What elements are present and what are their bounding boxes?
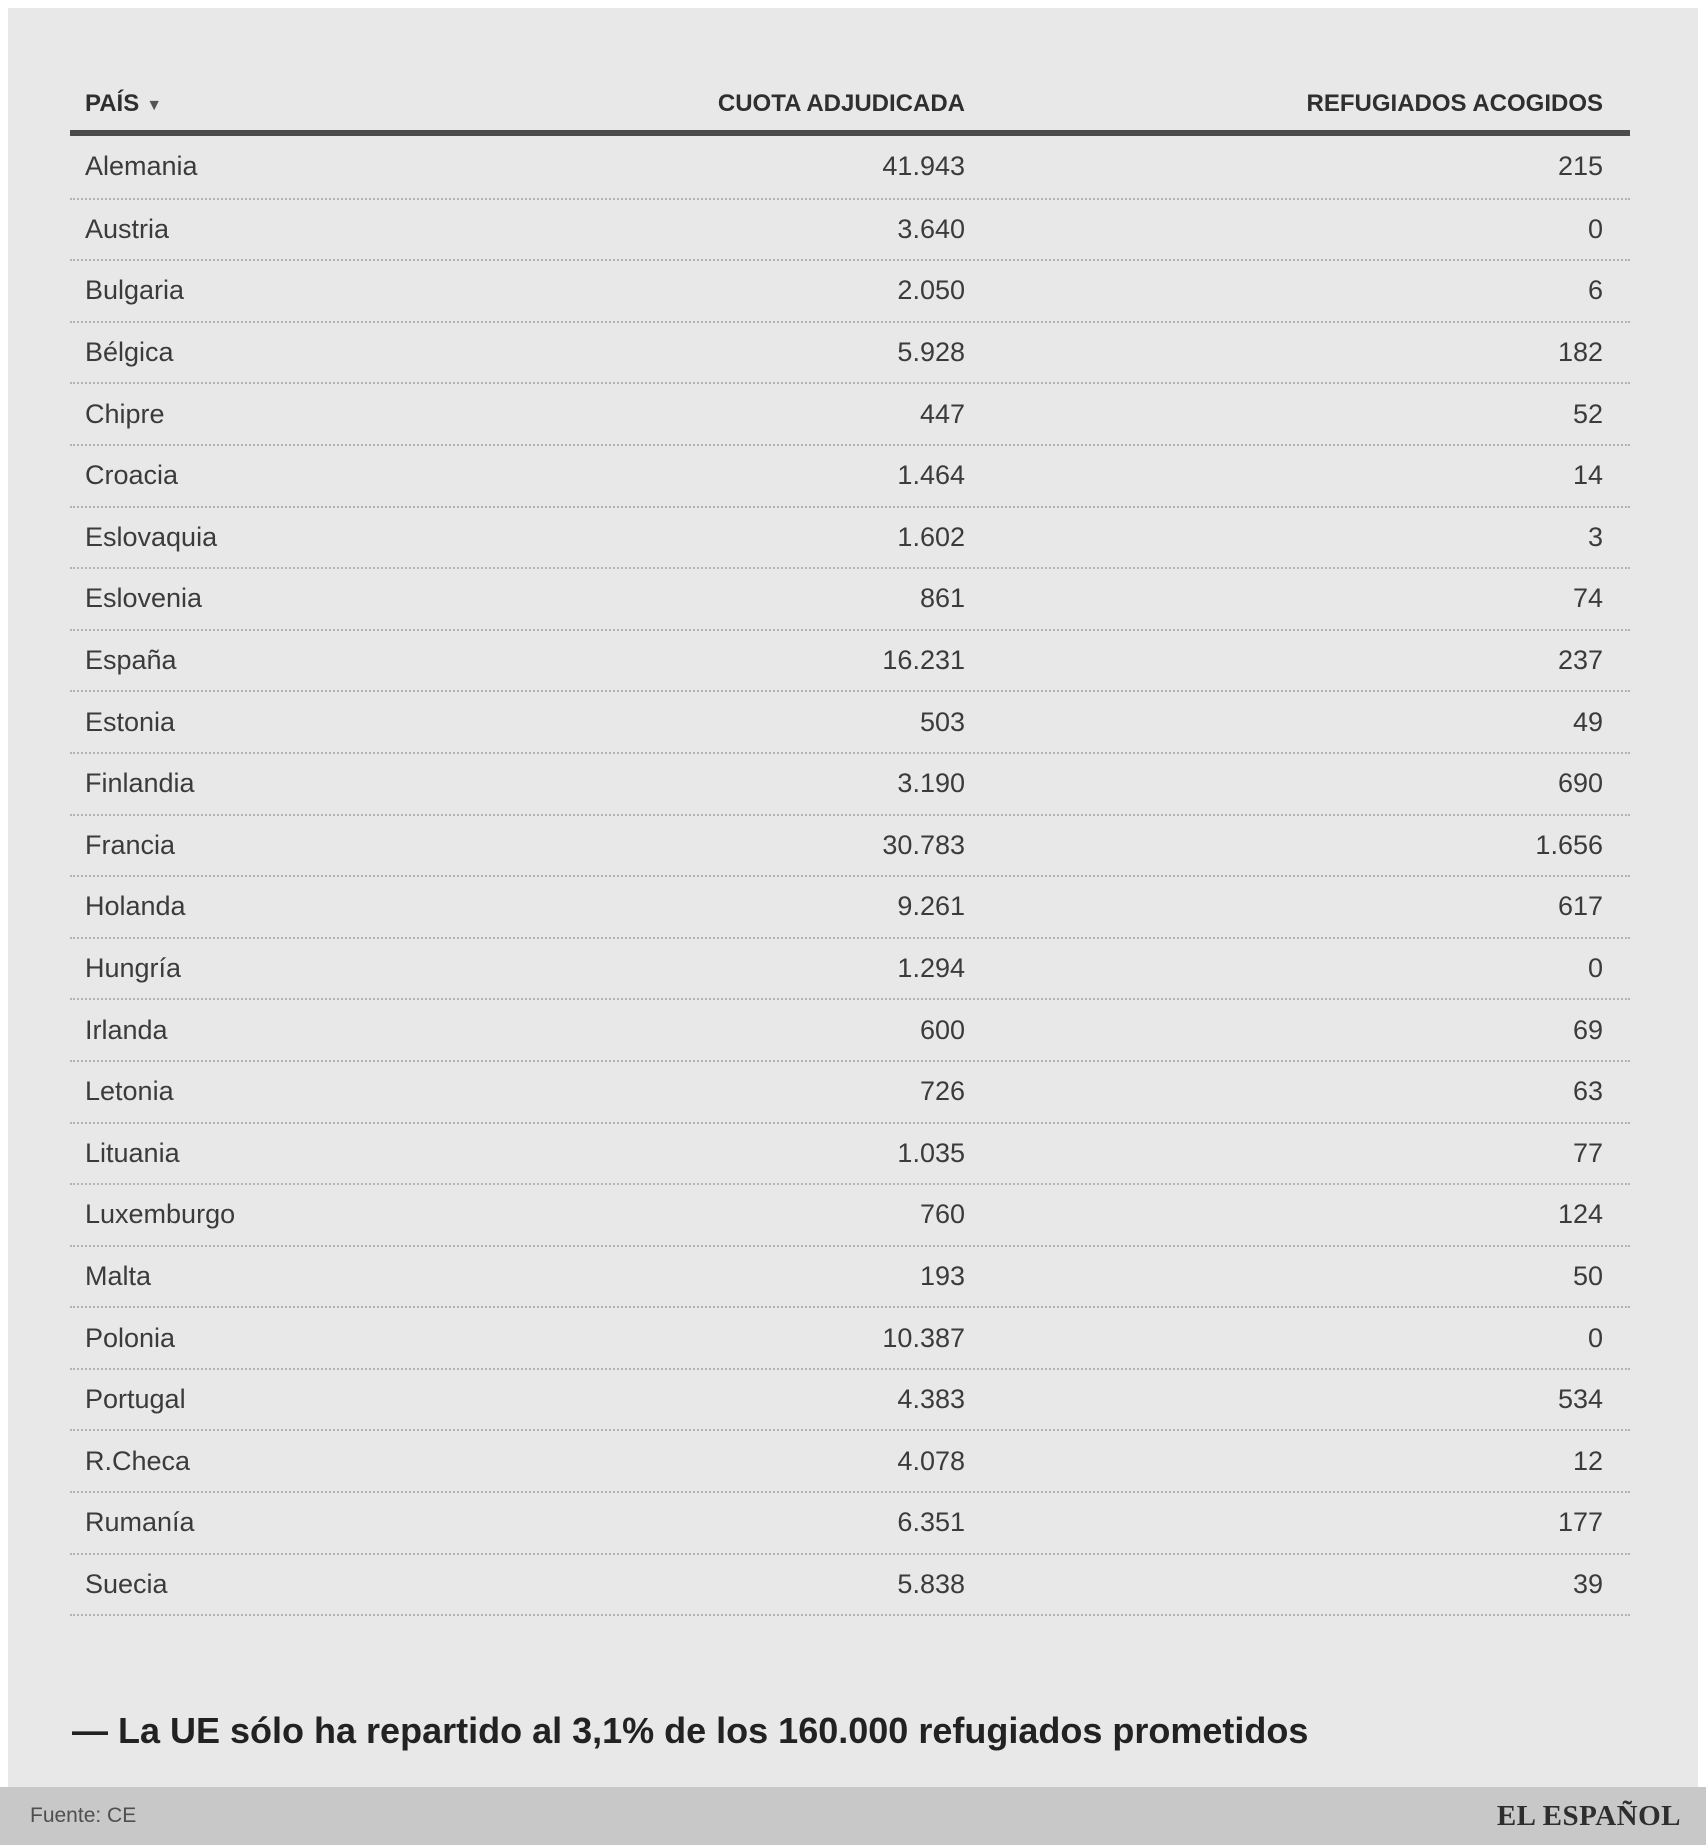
table-row: [70, 1245, 1630, 1307]
cell-refugiados-acogidos: 77: [1572, 1137, 1603, 1168]
cell-country: Bélgica: [85, 337, 174, 368]
cell-cuota-adjudicada: 1.294: [897, 953, 965, 984]
column-header-refugiados[interactable]: REFUGIADOS ACOGIDOS: [1306, 90, 1603, 117]
cell-cuota-adjudicada: 6.351: [897, 1507, 965, 1538]
table-row: [70, 321, 1630, 383]
cell-country: Malta: [85, 1260, 152, 1291]
table-row: [70, 690, 1630, 752]
cell-refugiados-acogidos: 49: [1572, 706, 1603, 737]
cell-refugiados-acogidos: 3: [1587, 521, 1603, 552]
cell-cuota-adjudicada: 600: [919, 1014, 965, 1045]
cell-cuota-adjudicada: 760: [919, 1199, 965, 1230]
cell-refugiados-acogidos: 124: [1557, 1199, 1603, 1230]
cell-refugiados-acogidos: 1.656: [1535, 829, 1603, 860]
table-row: [70, 1306, 1630, 1368]
cell-refugiados-acogidos: 6: [1587, 275, 1603, 306]
cell-refugiados-acogidos: 12: [1572, 1445, 1603, 1476]
cell-refugiados-acogidos: 237: [1557, 645, 1603, 676]
cell-country: Eslovaquia: [85, 521, 218, 552]
cell-country: Austria: [85, 213, 170, 244]
table-row: [70, 136, 1630, 198]
cell-cuota-adjudicada: 5.928: [897, 337, 965, 368]
footnote: — La UE sólo ha repartido al 3,1% de los 160.000 refugiados prometidos: [72, 1710, 1309, 1751]
table-row: [70, 814, 1630, 876]
table-row: [70, 1553, 1630, 1615]
source-label: Fuente: CE: [30, 1804, 137, 1827]
cell-refugiados-acogidos: 534: [1557, 1384, 1603, 1415]
cell-cuota-adjudicada: 1.035: [897, 1137, 965, 1168]
cell-cuota-adjudicada: 9.261: [897, 891, 965, 922]
table-card: [8, 8, 1698, 1787]
column-header-cuota[interactable]: CUOTA ADJUDICADA: [717, 90, 965, 117]
cell-country: Chipre: [85, 398, 165, 429]
cell-cuota-adjudicada: 1.602: [897, 521, 965, 552]
cell-country: Hungría: [85, 953, 182, 984]
cell-cuota-adjudicada: 10.387: [882, 1322, 965, 1353]
cell-country: Eslovenia: [85, 583, 203, 614]
cell-cuota-adjudicada: 5.838: [897, 1568, 965, 1599]
cell-refugiados-acogidos: 690: [1557, 768, 1603, 799]
table-row: [70, 875, 1630, 937]
cell-cuota-adjudicada: 2.050: [897, 275, 965, 306]
cell-country: Bulgaria: [85, 275, 185, 306]
cell-country: España: [85, 645, 177, 676]
cell-refugiados-acogidos: 0: [1587, 953, 1603, 984]
cell-country: Rumanía: [85, 1507, 195, 1538]
cell-refugiados-acogidos: 50: [1572, 1260, 1603, 1291]
cell-cuota-adjudicada: 4.383: [897, 1384, 965, 1415]
table-row: [70, 1429, 1630, 1491]
cell-refugiados-acogidos: 0: [1587, 1322, 1603, 1353]
cell-cuota-adjudicada: 193: [919, 1260, 965, 1291]
cell-cuota-adjudicada: 4.078: [897, 1445, 965, 1476]
table-row: [70, 198, 1630, 260]
table-row: [70, 998, 1630, 1060]
cell-cuota-adjudicada: 30.783: [882, 829, 965, 860]
cell-cuota-adjudicada: 41.943: [882, 151, 965, 182]
footer-bar: [0, 1787, 1706, 1845]
cell-refugiados-acogidos: 215: [1557, 151, 1603, 182]
table-row: [70, 506, 1630, 568]
table-body: [70, 136, 1630, 1616]
cell-refugiados-acogidos: 74: [1572, 583, 1603, 614]
cell-country: Portugal: [85, 1384, 186, 1415]
cell-country: Lituania: [85, 1137, 180, 1168]
column-header-pais[interactable]: [70, 92, 515, 116]
cell-country: Francia: [85, 829, 176, 860]
cell-country: Estonia: [85, 706, 176, 737]
table-row: [70, 444, 1630, 506]
table-row: [70, 937, 1630, 999]
table-header-row: [70, 8, 1630, 136]
quota-table: [70, 8, 1630, 1616]
table-row: [70, 382, 1630, 444]
brand-logo: EL ESPAÑOL: [1496, 1799, 1681, 1832]
cell-refugiados-acogidos: 177: [1557, 1507, 1603, 1538]
cell-cuota-adjudicada: 16.231: [882, 645, 965, 676]
cell-country: Alemania: [85, 151, 198, 182]
cell-country: Suecia: [85, 1568, 168, 1599]
table-row: [70, 629, 1630, 691]
table-row: [70, 1060, 1630, 1122]
table-row: [70, 1122, 1630, 1184]
cell-refugiados-acogidos: 39: [1572, 1568, 1603, 1599]
cell-country: Croacia: [85, 460, 179, 491]
table-row: [70, 1183, 1630, 1245]
cell-country: Polonia: [85, 1322, 176, 1353]
table-row: [70, 752, 1630, 814]
cell-country: Finlandia: [85, 768, 195, 799]
cell-country: Holanda: [85, 891, 186, 922]
cell-cuota-adjudicada: 1.464: [897, 460, 965, 491]
cell-refugiados-acogidos: 0: [1587, 213, 1603, 244]
column-header-pais-label: PAÍS: [85, 90, 140, 117]
cell-cuota-adjudicada: 726: [919, 1076, 965, 1107]
cell-country: Letonia: [85, 1076, 174, 1107]
cell-refugiados-acogidos: 63: [1572, 1076, 1603, 1107]
table-row: [70, 1491, 1630, 1553]
table-row: [70, 567, 1630, 629]
cell-country: R.Checa: [85, 1445, 191, 1476]
cell-refugiados-acogidos: 14: [1572, 460, 1603, 491]
sort-desc-icon: ▼: [146, 97, 163, 114]
cell-cuota-adjudicada: 3.190: [897, 768, 965, 799]
cell-refugiados-acogidos: 617: [1557, 891, 1603, 922]
cell-cuota-adjudicada: 447: [919, 398, 965, 429]
cell-refugiados-acogidos: 182: [1557, 337, 1603, 368]
cell-refugiados-acogidos: 69: [1572, 1014, 1603, 1045]
cell-refugiados-acogidos: 52: [1572, 398, 1603, 429]
cell-country: Irlanda: [85, 1014, 168, 1045]
cell-cuota-adjudicada: 503: [919, 706, 965, 737]
table-row: [70, 1368, 1630, 1430]
cell-cuota-adjudicada: 861: [919, 583, 965, 614]
table-row: [70, 259, 1630, 321]
cell-country: Luxemburgo: [85, 1199, 236, 1230]
cell-cuota-adjudicada: 3.640: [897, 213, 965, 244]
